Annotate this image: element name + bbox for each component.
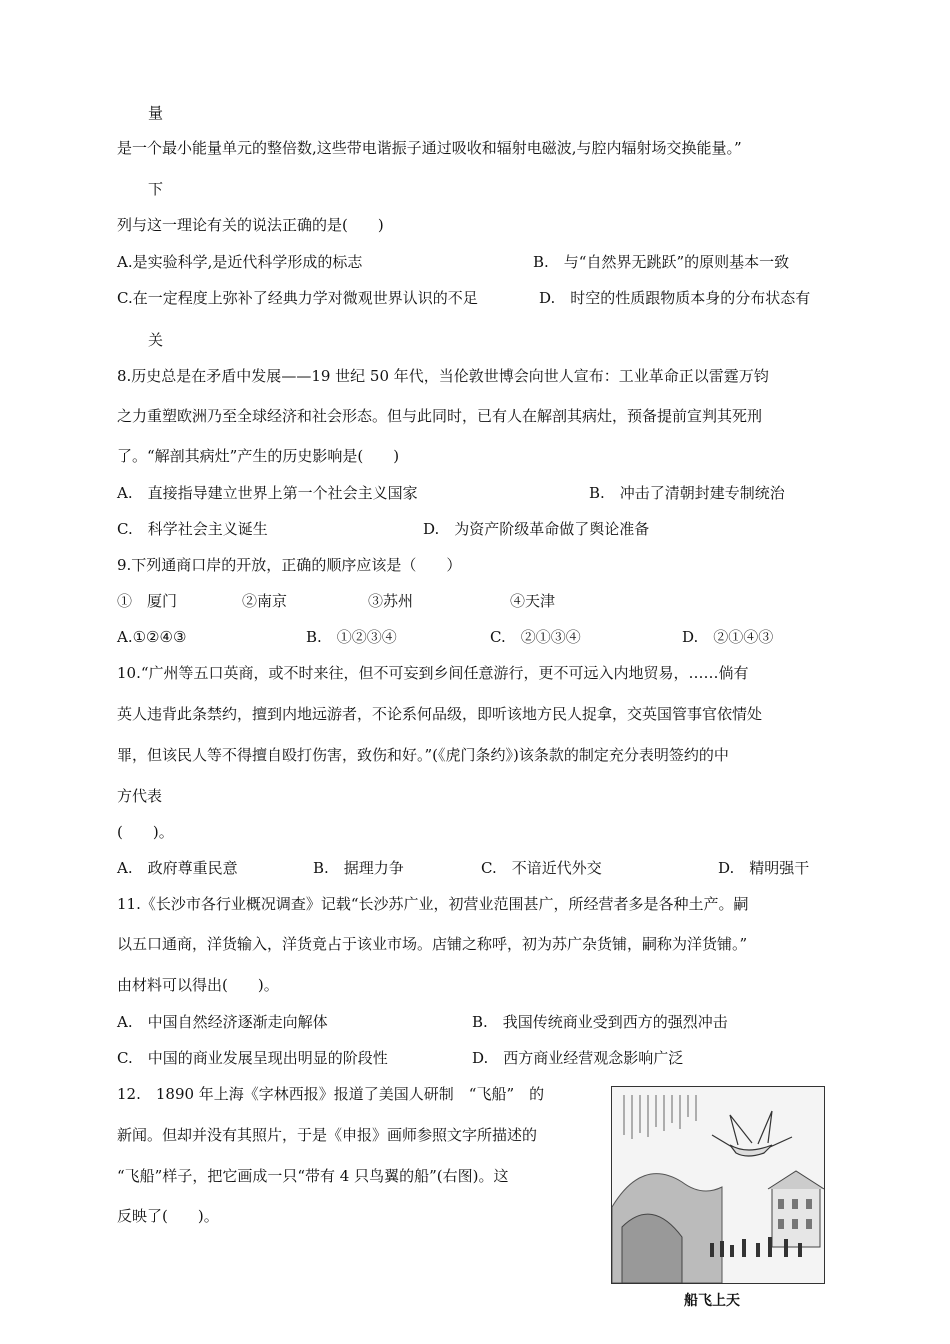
text-line: C. 中国的商业发展呈现出明显的阶段性 [117, 1049, 388, 1067]
text-line: 之力重塑欧洲乃至全球经济和社会形态。但与此同时，已有人在解剖其病灶，预备提前宣判其死刑 [117, 407, 763, 425]
text-line: ③苏州 [368, 592, 414, 610]
text-line: ④天津 [510, 592, 556, 610]
text-line: A.是实验科学,是近代科学形成的标志 [117, 253, 363, 271]
text-line: C. 科学社会主义诞生 [117, 520, 268, 538]
text-line: ( )。 [117, 823, 174, 841]
text-line: D. 时空的性质跟物质本身的分布状态有 [539, 289, 811, 307]
illustration-drawing [612, 1087, 824, 1283]
text-line: B. 冲击了清朝封建专制统治 [589, 484, 785, 502]
text-line: D. ②①④③ [682, 628, 774, 646]
text-line: A. 中国自然经济逐渐走向解体 [117, 1013, 328, 1031]
text-line: B. ①②③④ [306, 628, 397, 646]
text-line: 英人违背此条禁约，擅到内地远游者，不论系何品级，即听该地方民人捉拿，交英国管事官依情处 [117, 705, 763, 723]
text-line: 关 [148, 331, 164, 349]
text-line: 了。“解剖其病灶”产生的历史影响是( ) [117, 447, 400, 465]
text-line: C.在一定程度上弥补了经典力学对微观世界认识的不足 [117, 289, 478, 307]
text-line: B. 我国传统商业受到西方的强烈冲击 [472, 1013, 728, 1031]
text-line: A. 直接指导建立世界上第一个社会主义国家 [117, 484, 418, 502]
text-line: 10.“广州等五口英商，或不时来往，但不可妄到乡间任意游行，更不可远入内地贸易，……倘有 [117, 664, 749, 682]
text-line: 下 [148, 180, 164, 198]
flying-ship-illustration [611, 1086, 825, 1284]
text-line: 由材料可以得出( )。 [117, 976, 279, 994]
text-line: 9.下列通商口岸的开放，正确的顺序应该是（ ） [117, 556, 462, 574]
text-line: 8.历史总是在矛盾中发展——19 世纪 50 年代，当伦敦世博会向世人宣布：工业革命正以雷霆万钧 [117, 367, 769, 385]
text-line: ②南京 [242, 592, 288, 610]
text-line: “飞船”样子，把它画成一只“带有 4 只鸟翼的船”(右图)。这 [117, 1167, 509, 1185]
text-line: ① 厦门 [117, 592, 178, 610]
text-line: 罪，但该民人等不得擅自殴打伤害，致伤和好。”(《虎门条约》)该条款的制定充分表明签约的中 [117, 746, 729, 764]
text-line: D. 为资产阶级革命做了舆论准备 [423, 520, 650, 538]
text-line: 是一个最小能量单元的整倍数,这些带电谐振子通过吸收和辐射电磁波,与腔内辐射场交换能量。” [117, 139, 742, 157]
text-line: 量 [148, 104, 164, 122]
text-line: C. 不谙近代外交 [481, 859, 602, 877]
text-line: 反映了( )。 [117, 1207, 219, 1225]
text-line: A.①②④③ [117, 628, 187, 646]
text-line: B. 据理力争 [313, 859, 404, 877]
text-line: C. ②①③④ [490, 628, 581, 646]
text-line: 12. 1890 年上海《字林西报》报道了美国人研制 “飞船” 的 [117, 1085, 545, 1103]
text-line: 方代表 [117, 787, 163, 805]
text-line: D. 西方商业经营观念影响广泛 [472, 1049, 684, 1067]
text-line: D. 精明强干 [718, 859, 810, 877]
figure-caption: 船飞上天 [684, 1293, 740, 1309]
text-line: 列与这一理论有关的说法正确的是( ) [117, 216, 384, 234]
text-line: 11.《长沙市各行业概况调查》记载“长沙苏广业，初营业范围甚广，所经营者多是各种土产。嗣 [117, 895, 749, 913]
text-line: 以五口通商，洋货输入，洋货竟占于该业市场。店铺之称呼，初为苏广杂货铺，嗣称为洋货铺。” [117, 935, 748, 953]
text-line: 新闻。但却并没有其照片，于是《申报》画师参照文字所描述的 [117, 1126, 538, 1144]
text-line: A. 政府尊重民意 [117, 859, 238, 877]
text-line: B. 与“自然界无跳跃”的原则基本一致 [533, 253, 790, 271]
